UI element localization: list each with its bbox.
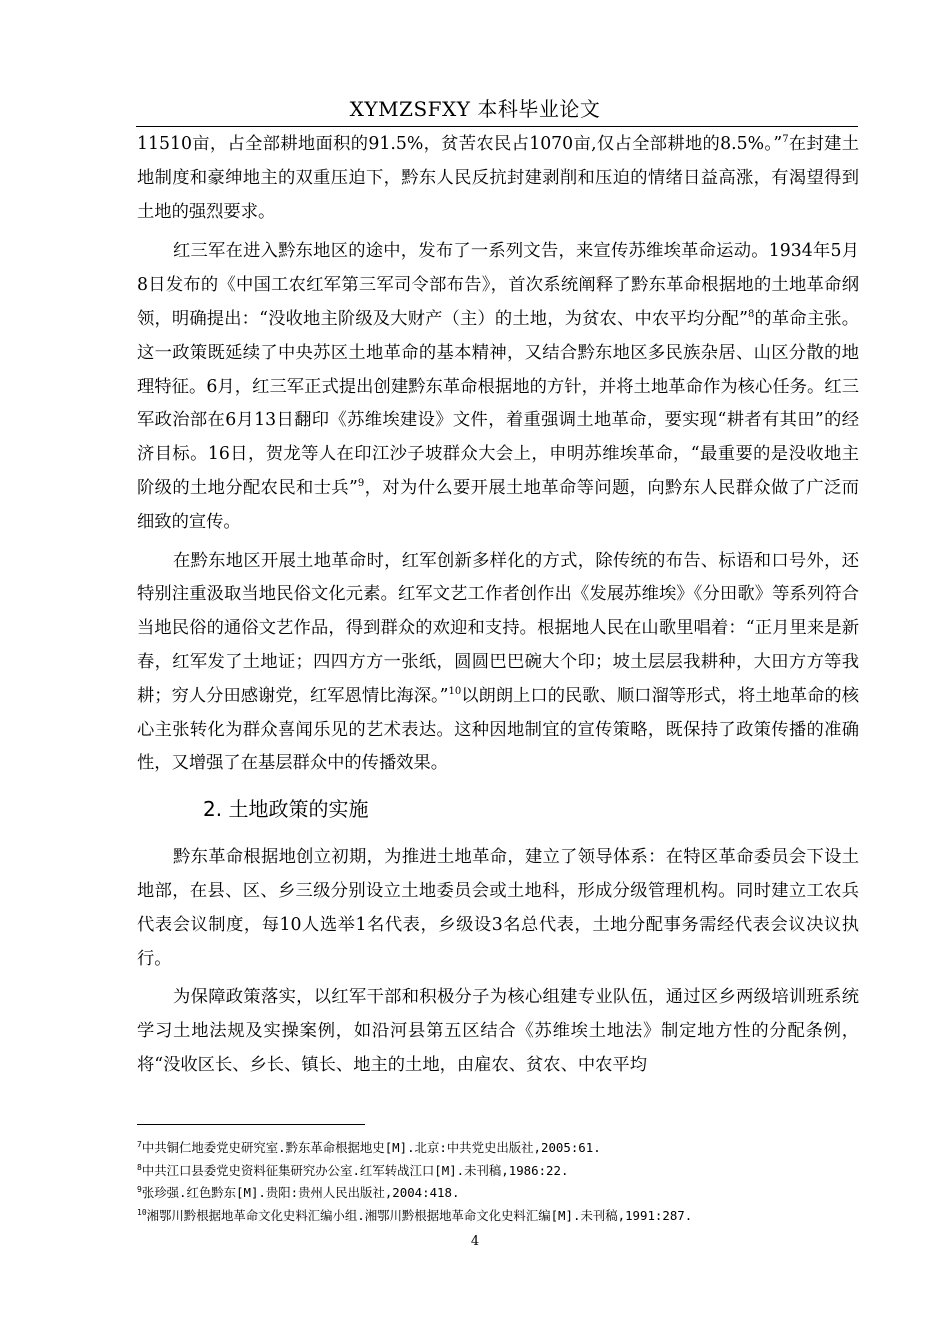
footnote-number: 9 — [137, 1185, 142, 1194]
paragraph-text: 以朗朗上口的民歌、顺口溜等形式，将土地革命的核心主张转化为群众喜闻乐见的艺术表达。这种因地制宜的宣传策略，既保持了政策传播的准确性，又增强了在基层群众中的传播效果。 — [137, 685, 859, 774]
footnote-8 — [137, 1160, 867, 1183]
footnote-text: 张珍强.红色黔东[M].贵阳:贵州人民出版社,2004:418. — [141, 1185, 460, 1200]
footnote-ref-8[interactable]: 8 — [747, 308, 755, 320]
paragraph-text: 11510亩，占全部耕地面积的91.5%，贫苦农民占1070亩,仅占全部耕地的8.5%。” — [137, 134, 783, 154]
footnote-7 — [137, 1137, 867, 1160]
footnote-number: 8 — [137, 1162, 142, 1172]
paragraph-text: 在封建土地制度和豪绅地主的双重压迫下，黔东人民反抗封建剥削和压迫的情绪日益高涨，有渴望得到土地的强烈要求。 — [137, 134, 859, 222]
paragraph-2 — [137, 235, 859, 539]
footnotes — [137, 1137, 867, 1227]
footnote-10 — [137, 1205, 867, 1228]
footnote-ref-7[interactable]: 7 — [782, 134, 789, 145]
header-rule — [136, 126, 858, 127]
section-heading: 2. 土地政策的实施 — [203, 797, 369, 822]
footnote-ref-10[interactable]: 10 — [448, 685, 462, 697]
paragraph-4: 黔东革命根据地创立初期，为推进土地革命，建立了领导体系：在特区革命委员会下设土地部，在县、区、乡三级分别设立土地委员会或土地科，形成分级管理机构。同时建立工农兵代表会议制度，每10人选举1名代表，乡级设3名总代表，土地分配事务需经代表会议决议执行。 — [137, 847, 859, 969]
footnote-separator — [137, 1124, 365, 1125]
footnote-text: 中共江口县委党史资料征集研究办公室.红军转战江口[M].未刊稿,1986:22. — [141, 1162, 569, 1178]
running-header: XYMZSFXY 本科毕业论文 — [349, 97, 601, 121]
page-number: 4 — [470, 1234, 480, 1249]
paragraph-text: ，对为什么要开展土地革命等问题，向黔东人民群众做了广泛而细致的宣传。 — [137, 477, 859, 532]
footnote-9 — [137, 1182, 867, 1205]
footnote-ref-9[interactable]: 9 — [357, 477, 365, 489]
footnote-text: 湘鄂川黔根据地革命文化史料汇编小组.湘鄂川黔根据地革命文化史料汇编[M].未刊稿,1991:287. — [146, 1207, 693, 1223]
paragraph-3 — [137, 545, 859, 782]
paragraph-text: 红三军在进入黔东地区的途中，发布了一系列文告，来宣传苏维埃革命运动。1934年5月8日发布的《中国工农红军第三军司令部布告》，首次系统阐释了黔东革命根据地的土地革命纲领，明确提出：“没收地主阶级及大财产（主）的土地，为贫农、中农平均分配” — [137, 241, 859, 329]
body-text — [137, 128, 859, 1083]
footnote-number: 7 — [137, 1140, 142, 1149]
footnote-text: 中共铜仁地委党史研究室.黔东革命根据地史[M].北京:中共党史出版社,2005:61. — [141, 1140, 601, 1155]
paragraph-text: 在黔东地区开展土地革命时，红军创新多样化的方式，除传统的布告、标语和口号外，还特别注重汲取当地民俗文化元素。红军文艺工作者创作出《发展苏维埃》《分田歌》等系列符合当地民俗的通俗文艺作品，得到群众的欢迎和支持。根据地人民在山歌里唱着：“正月里来是新春，红军发了土地证；四四方方一张纸，圆圆巴巴碗大个印；坡土层层我耕种，大田方方等我耕；穷人分田感谢党，红军恩情比海深。” — [137, 550, 859, 706]
footnote-number: 10 — [137, 1207, 147, 1217]
paragraph-text: 的革命主张。这一政策既延续了中央苏区土地革命的基本精神，又结合黔东地区多民族杂居、山区分散的地理特征。6月，红三军正式提出创建黔东革命根据地的方针，并将土地革命作为核心任务。红三军政治部在6月13日翻印《苏维埃建设》文件，着重强调土地革命，要实现“耕者有其田”的经济目标。16日，贺龙等人在印江沙子坡群众大会上，申明苏维埃革命，“最重要的是没收地主阶级的土地分配农民和士兵” — [137, 308, 859, 498]
paragraph-5: 为保障政策落实，以红军干部和积极分子为核心组建专业队伍，通过区乡两级培训班系统学习土地法规及实操案例，如沿河县第五区结合《苏维埃土地法》制定地方性的分配条例，将“没收区长、乡长、镇长、地主的土地，由雇农、贫农、中农平均 — [137, 987, 859, 1075]
paragraph-1 — [137, 128, 859, 229]
